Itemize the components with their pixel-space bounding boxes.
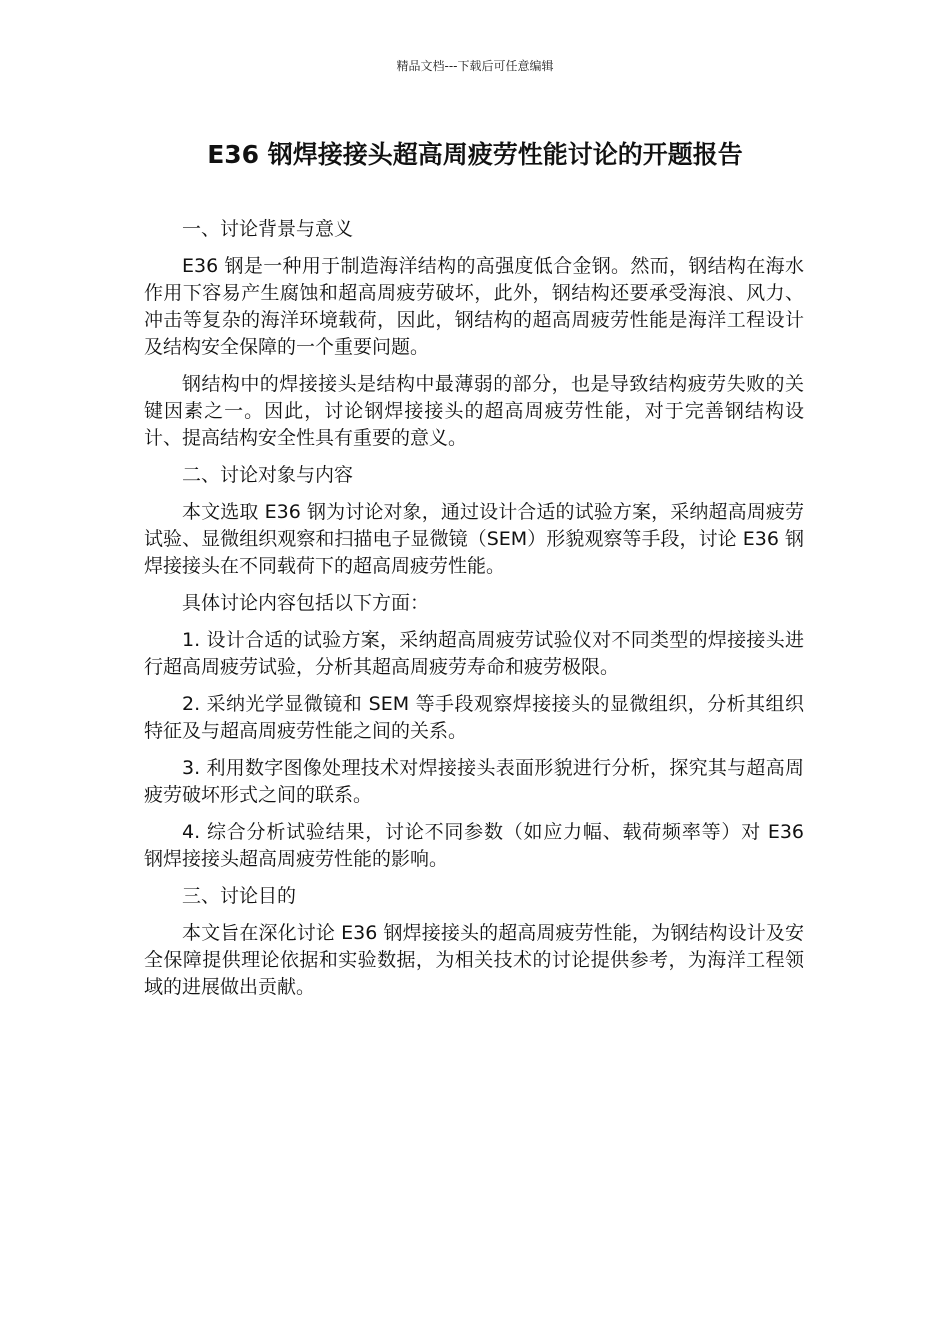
list-item-4: 4. 综合分析试验结果，讨论不同参数（如应力幅、载荷频率等）对 E36 钢焊接接头超高周疲劳性能的影响。 (144, 821, 804, 870)
list-item-3: 3. 利用数字图像处理技术对焊接接头表面形貌进行分析，探究其与超高周疲劳破坏形式之间的联系。 (144, 757, 804, 806)
section-heading-background: 一、讨论背景与意义 (182, 218, 354, 240)
list-item-2: 2. 采纳光学显微镜和 SEM 等手段观察焊接接头的显微组织，分析其组织特征及与超高周疲劳性能之间的关系。 (144, 693, 804, 742)
list-item-1: 1. 设计合适的试验方案，采纳超高周疲劳试验仪对不同类型的焊接接头进行超高周疲劳试验，分析其超高周疲劳寿命和疲劳极限。 (144, 629, 804, 678)
paragraph-background-2: 钢结构中的焊接接头是结构中最薄弱的部分，也是导致结构疲劳失败的关键因素之一。因此，讨论钢焊接接头的超高周疲劳性能，对于完善钢结构设计、提高结构安全性具有重要的意义。 (144, 373, 804, 449)
header-note: 精品文档---下载后可任意编辑 (396, 59, 554, 73)
document-title: E36 钢焊接接头超高周疲劳性能讨论的开题报告 (207, 140, 743, 169)
paragraph-purpose-1: 本文旨在深化讨论 E36 钢焊接接头的超高周疲劳性能，为钢结构设计及安全保障提供理论依据和实验数据，为相关技术的讨论提供参考，为海洋工程领域的进展做出贡献。 (144, 922, 804, 998)
paragraph-objects-intro: 具体讨论内容包括以下方面： (182, 592, 430, 614)
paragraph-background-1: E36 钢是一种用于制造海洋结构的高强度低合金钢。然而，钢结构在海水作用下容易产生腐蚀和超高周疲劳破坏，此外，钢结构还要承受海浪、风力、冲击等复杂的海洋环境载荷，因此，钢结构的超高周疲劳性能是海洋工程设计及结构安全保障的一个重要问题。 (144, 255, 804, 358)
document-body (144, 216, 804, 1011)
section-heading-purpose: 三、讨论目的 (182, 885, 297, 907)
paragraph-objects-1: 本文选取 E36 钢为讨论对象，通过设计合适的试验方案，采纳超高周疲劳试验、显微组织观察和扫描电子显微镜（SEM）形貌观察等手段，讨论 E36 钢焊接接头在不同载荷下的超高周疲劳性能。 (144, 501, 804, 577)
section-heading-objects: 二、讨论对象与内容 (182, 464, 354, 486)
